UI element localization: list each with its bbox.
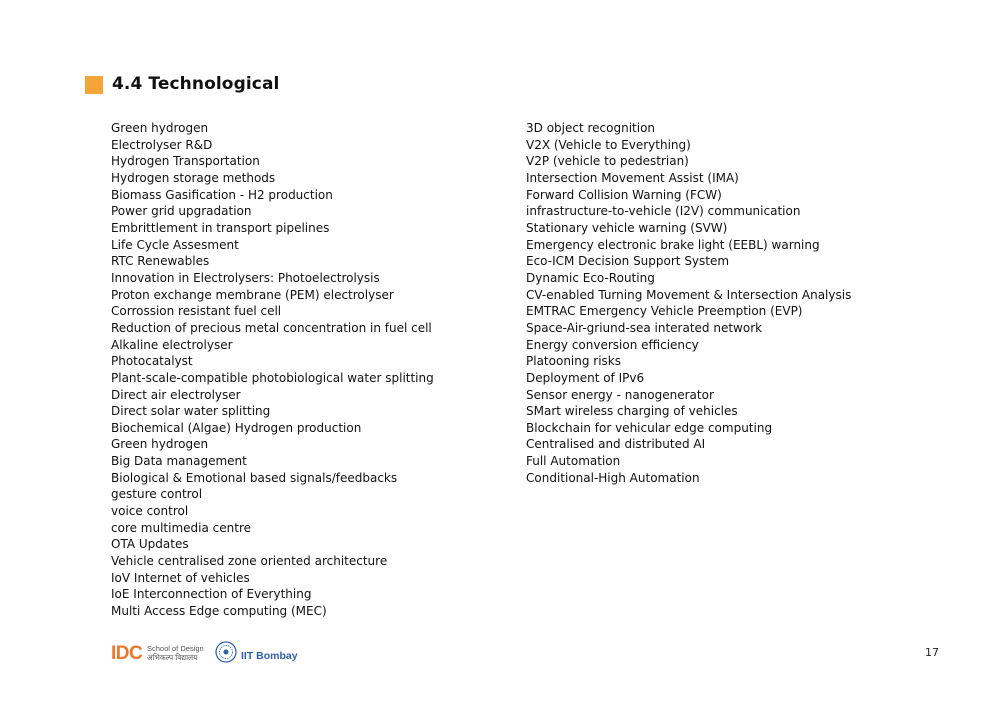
topic-item: Direct air electrolyser [111,387,241,402]
topic-item: Dynamic Eco-Routing [526,270,655,285]
topic-item: CV-enabled Turning Movement & Intersection Analysis [526,287,852,302]
topic-item: Power grid upgradation [111,204,252,219]
topic-item: Hydrogen Transportation [111,154,260,169]
topic-item: infrastructure-to-vehicle (I2V) communication [526,204,801,219]
topic-item: Biomass Gasification - H2 production [111,187,333,202]
topic-item: Corrossion resistant fuel cell [111,304,282,319]
right-topic-list [526,120,946,486]
topic-item: EMTRAC Emergency Vehicle Preemption (EVP) [526,304,803,319]
topic-item: core multimedia centre [111,520,252,535]
topic-item: Alkaline electrolyser [111,337,233,352]
topic-item: Plant-scale-compatible photobiological water splitting [111,370,434,385]
topic-item: Proton exchange membrane (PEM) electrolyser [111,287,394,302]
topic-item: OTA Updates [111,537,189,552]
topic-item: Electrolyser R&D [111,137,213,152]
topic-item: SMart wireless charging of vehicles [526,404,738,419]
section-title: 4.4 Technological [112,74,280,94]
topic-item: Big Data management [111,454,247,469]
topic-item: Emergency electronic brake light (EEBL) warning [526,237,820,252]
left-topic-list [111,120,511,620]
topic-item: V2P (vehicle to pedestrian) [526,154,689,169]
topic-item: Green hydrogen [111,121,209,135]
idc-school-english: School of Design [147,644,204,653]
topic-item: gesture control [111,487,203,502]
topic-item: Multi Access Edge computing (MEC) [111,604,327,619]
topic-item: Energy conversion efficiency [526,337,699,352]
topic-item: Sensor energy - nanogenerator [526,387,714,402]
topic-item: voice control [111,504,189,519]
topic-item: IoV Internet of vehicles [111,570,250,585]
idc-school-text [147,644,204,662]
topic-item: Biological & Emotional based signals/feedbacks [111,470,398,485]
idc-school-hindi: अभिकल्प विद्यालय [147,653,198,662]
topic-item: Forward Collision Warning (FCW) [526,187,722,202]
topic-item: Embrittlement in transport pipelines [111,220,330,235]
topic-item: Space-Air-griund-sea interated network [526,320,763,335]
topic-item: Direct solar water splitting [111,404,271,419]
topic-item: Blockchain for vehicular edge computing [526,420,773,435]
topic-item: Centralised and distributed AI [526,437,706,452]
topic-item: Platooning risks [526,354,622,369]
topic-item: Photocatalyst [111,354,193,369]
topic-item: IoE Interconnection of Everything [111,587,312,602]
topic-item: V2X (Vehicle to Everything) [526,137,691,152]
topic-item: Eco-ICM Decision Support System [526,254,730,269]
topic-item: Biochemical (Algae) Hydrogen production [111,420,362,435]
topic-item: Life Cycle Assesment [111,237,239,252]
idc-logo: IDC [111,643,143,664]
topic-item: Vehicle centralised zone oriented architecture [111,554,388,569]
topic-item: RTC Renewables [111,254,210,269]
iit-emblem-icon [215,641,237,663]
iit-bombay-logo-text: IIT Bombay [241,650,298,662]
topic-item: Full Automation [526,454,621,469]
topic-item: 3D object recognition [526,121,656,135]
topic-item: Green hydrogen [111,437,209,452]
topic-item: Stationary vehicle warning (SVW) [526,220,728,235]
topic-item: Reduction of precious metal concentration in fuel cell [111,320,432,335]
page-number: 17 [925,646,939,659]
topic-item: Intersection Movement Assist (IMA) [526,170,739,185]
footer-logos [111,640,411,670]
topic-item: Hydrogen storage methods [111,170,276,185]
topic-item: Deployment of IPv6 [526,370,645,385]
section-marker [85,76,103,94]
topic-item: Conditional-High Automation [526,470,700,485]
topic-item: Innovation in Electrolysers: Photoelectrolysis [111,270,380,285]
